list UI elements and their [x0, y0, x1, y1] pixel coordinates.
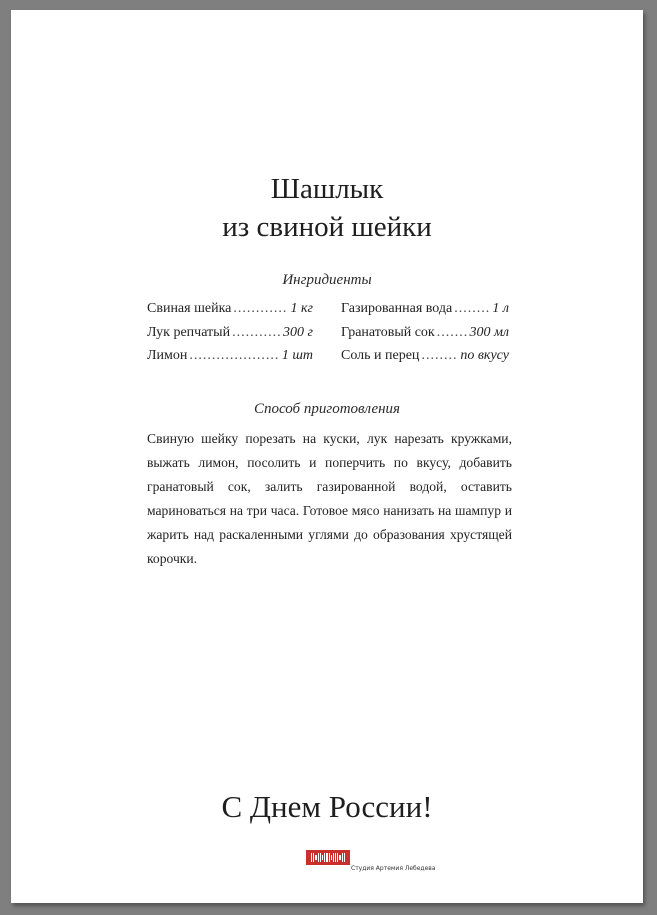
ingredient-amount: 1 л — [492, 301, 509, 316]
ingredient-name: Лук репчатый — [147, 324, 231, 340]
recipe-title — [11, 170, 643, 246]
ingredients-left-column — [147, 301, 313, 372]
ingredient-amount: по вкусу — [460, 348, 509, 363]
ingredient-row — [147, 301, 313, 325]
ingredient-name: Соль и перец — [341, 348, 420, 363]
method-heading: Способ приготовления — [253, 401, 401, 417]
studio-name: Студия Артемия Лебедева — [351, 865, 436, 872]
ingredient-row — [341, 348, 509, 372]
leader-dots — [233, 301, 288, 317]
title-line-1: Шашлык — [270, 173, 384, 205]
ingredient-row — [341, 325, 509, 349]
leader-dots — [421, 348, 458, 364]
greeting-text: С Днем России! — [221, 789, 433, 824]
method-text: Свиную шейку порезать на куски, лук нарезать кружками, выжать лимон, посолить и поперчить по вкусу, добавить гранатовый сок, залить газированной водой, оставить мариноваться на три часа. Готовое мясо нанизать на шампур и жарить над раскаленными углями до образования хрустящей корочки. — [147, 431, 512, 566]
recipe-page — [11, 10, 643, 903]
ingredient-name: Свиная шейка — [147, 301, 232, 316]
ingredient-row — [147, 325, 313, 349]
studio-logo — [306, 850, 350, 865]
ingredient-name: Гранатовый сок — [341, 324, 435, 340]
ingredient-amount: 1 шт — [281, 348, 313, 363]
ingredient-row — [147, 348, 313, 372]
leader-dots — [189, 348, 279, 364]
ingredient-amount: 300 мл — [469, 324, 509, 340]
leader-dots — [232, 325, 281, 341]
ingredient-row — [341, 301, 509, 325]
leader-dots — [437, 325, 468, 341]
ingredient-amount: 300 г — [283, 324, 313, 340]
ingredient-name: Лимон — [147, 348, 188, 363]
ingredients-right-column — [341, 301, 509, 372]
leader-dots — [454, 301, 490, 317]
ingredient-amount: 1 кг — [290, 301, 313, 316]
ingredients-heading: Ингридиенты — [282, 272, 372, 288]
title-line-2: из свиной шейки — [222, 211, 432, 243]
ingredient-name: Газированная вода — [341, 301, 453, 316]
